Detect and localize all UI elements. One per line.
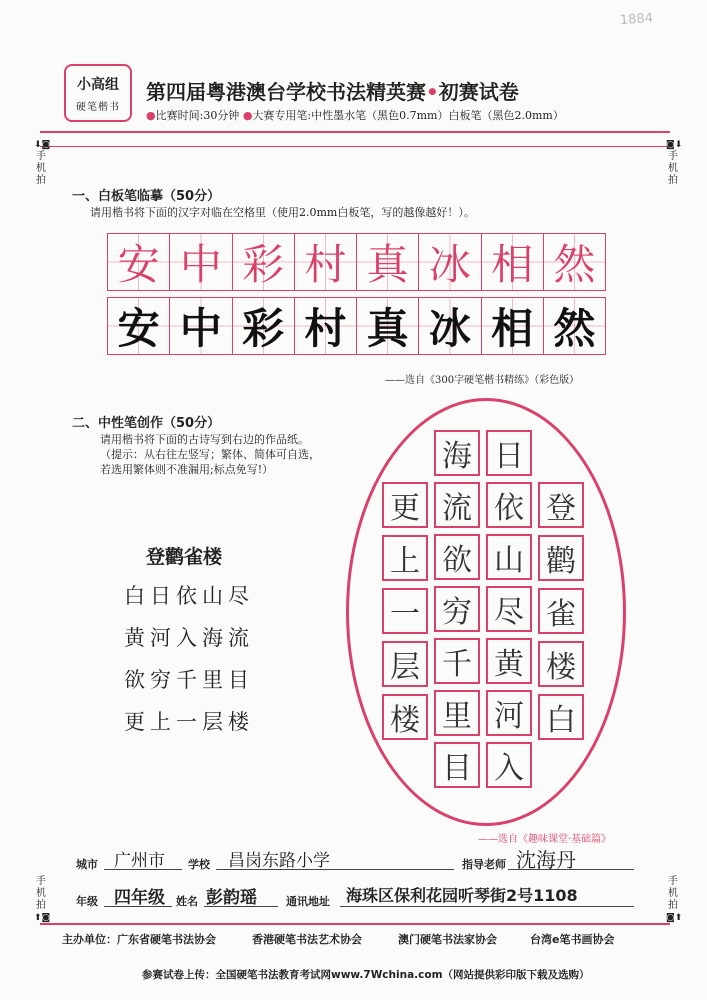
address-value[interactable]: 海珠区保利花园听琴街2号1108 <box>346 886 578 905</box>
written-character: 雀 <box>538 588 584 634</box>
copied-character: 相 <box>481 297 544 355</box>
organizer: 香港硬笔书法艺术协会 <box>252 933 362 946</box>
grade-underline <box>104 906 172 907</box>
section2-heading: 二、中性笔创作（50分） <box>72 416 221 431</box>
school-underline <box>216 869 454 870</box>
model-character: 彩 <box>232 233 295 291</box>
copied-character: 中 <box>169 297 232 355</box>
organizer: 台湾e笔书画协会 <box>530 933 615 946</box>
copied-character: 冰 <box>418 297 481 355</box>
school-value[interactable]: 昌岗东路小学 <box>228 851 330 871</box>
address-label: 通讯地址 <box>286 895 330 908</box>
grid-column-1 <box>538 482 584 740</box>
model-character: 村 <box>294 233 357 291</box>
written-character: 白 <box>538 694 584 740</box>
exam-time: 比赛时间:30分钟 <box>155 109 240 122</box>
city-label: 城市 <box>76 858 98 871</box>
teacher-label: 指导老师 <box>462 858 506 871</box>
group-badge <box>64 64 132 122</box>
written-character: 楼 <box>538 641 584 687</box>
grade-value[interactable]: 四年级 <box>114 888 165 908</box>
name-value[interactable]: 彭韵瑶 <box>206 888 257 908</box>
model-character: 然 <box>543 233 606 291</box>
model-characters-row <box>108 233 606 291</box>
handwritten-paper-number: 1884 <box>619 10 654 29</box>
camera-icon: ⬆◙ <box>34 913 51 923</box>
group-category: 硬笔楷书 <box>76 102 120 113</box>
camera-icon: ◙⬆ <box>666 913 683 923</box>
written-character: 流 <box>434 482 480 528</box>
grid-column-3 <box>434 430 480 788</box>
poem-line: 欲穷千里目 <box>124 668 254 692</box>
poem-line: 白日依山尽 <box>124 584 254 608</box>
page-title: 第四届粤港澳台学校书法精英赛•初赛试卷 <box>146 80 519 104</box>
exam-pens: 大赛专用笔:中性墨水笔（黑色0.7mm）白板笔（黑色2.0mm） <box>252 109 564 122</box>
written-character: 欲 <box>434 534 480 580</box>
organizer: 澳门硬笔书法家协会 <box>398 933 497 946</box>
written-character: 层 <box>382 641 428 687</box>
city-underline <box>104 869 182 870</box>
written-character: 河 <box>486 690 532 736</box>
written-character: 黄 <box>486 638 532 684</box>
city-value[interactable]: 广州市 <box>114 851 165 871</box>
written-character: 里 <box>434 690 480 736</box>
name-label: 姓名 <box>176 895 198 908</box>
teacher-underline <box>508 869 634 870</box>
written-character: 尽 <box>486 586 532 632</box>
poem-title: 登鹳雀楼 <box>146 546 223 568</box>
section1-source: ——选自《300字硬笔楷书精练》（彩色版） <box>385 375 580 386</box>
poem-line: 黄河入海流 <box>124 626 254 650</box>
written-character: 上 <box>382 535 428 581</box>
copy-characters-row <box>108 297 606 355</box>
name-underline <box>204 906 278 907</box>
written-character: 日 <box>486 430 532 476</box>
phone-photo-mark-bottom-right: 手机拍 ◙⬆ <box>666 876 683 923</box>
model-character: 真 <box>356 233 419 291</box>
model-character: 中 <box>169 233 232 291</box>
written-character: 鹳 <box>538 535 584 581</box>
grade-label: 年级 <box>76 895 98 908</box>
written-character: 更 <box>382 482 428 528</box>
written-character: 海 <box>434 430 480 476</box>
footer-upload-note: 参赛试卷上传：全国硬笔书法教育考试网www.7Wchina.com（网站提供彩印版下载及选购） <box>142 969 590 981</box>
copied-character: 村 <box>294 297 357 355</box>
section1-heading: 一、白板笔临摹（50分） <box>72 189 221 204</box>
grid-column-2 <box>486 430 532 788</box>
footer-divider <box>40 923 670 925</box>
section2-instructions: 请用楷书将下面的古诗写到右边的作品纸。 （提示：从右往左竖写；繁体、简体可自选， 若选用繁体则不准漏用;标点免写!） <box>100 433 320 476</box>
copied-character: 真 <box>356 297 419 355</box>
camera-icon: ⬇◙ <box>34 140 51 150</box>
written-character: 入 <box>486 742 532 788</box>
phone-photo-mark-bottom-left: 手机拍 ⬆◙ <box>34 876 51 923</box>
written-character: 登 <box>538 482 584 528</box>
copied-character: 彩 <box>232 297 295 355</box>
written-character: 一 <box>382 588 428 634</box>
written-character: 千 <box>434 638 480 684</box>
organizer: 主办单位：广东省硬笔书法协会 <box>62 933 216 946</box>
school-label: 学校 <box>188 858 210 871</box>
written-character: 楼 <box>382 694 428 740</box>
phone-photo-mark-top-left: ⬇◙ 手机拍 <box>34 140 51 186</box>
section2-source: ——选自《趣味课堂·基础篇》 <box>478 834 612 845</box>
copied-character: 安 <box>107 297 170 355</box>
written-character: 目 <box>434 742 480 788</box>
title-dot: • <box>426 80 439 104</box>
teacher-value[interactable]: 沈海丹 <box>516 848 576 872</box>
written-character: 穷 <box>434 586 480 632</box>
address-underline <box>340 906 634 907</box>
exam-info-line: ●比赛时间:30分钟 ●大赛专用笔:中性墨水笔（黑色0.7mm）白板笔（黑色2.0mm） <box>146 109 564 122</box>
group-name: 小高组 <box>77 77 119 93</box>
model-character: 冰 <box>418 233 481 291</box>
grid-column-4 <box>382 482 428 740</box>
model-character: 安 <box>107 233 170 291</box>
written-character: 山 <box>486 534 532 580</box>
header-divider-thin <box>40 146 670 147</box>
phone-photo-mark-top-right: ◙⬇ 手机拍 <box>666 140 683 186</box>
copied-character: 然 <box>543 297 606 355</box>
model-character: 相 <box>481 233 544 291</box>
poem-line: 更上一层楼 <box>124 710 254 734</box>
camera-icon: ◙⬇ <box>666 140 683 150</box>
written-character: 依 <box>486 482 532 528</box>
header-divider <box>40 131 670 133</box>
section1-instruction: 请用楷书将下面的汉字对临在空格里（使用2.0mm白板笔，写的越像越好！）。 <box>90 206 475 219</box>
